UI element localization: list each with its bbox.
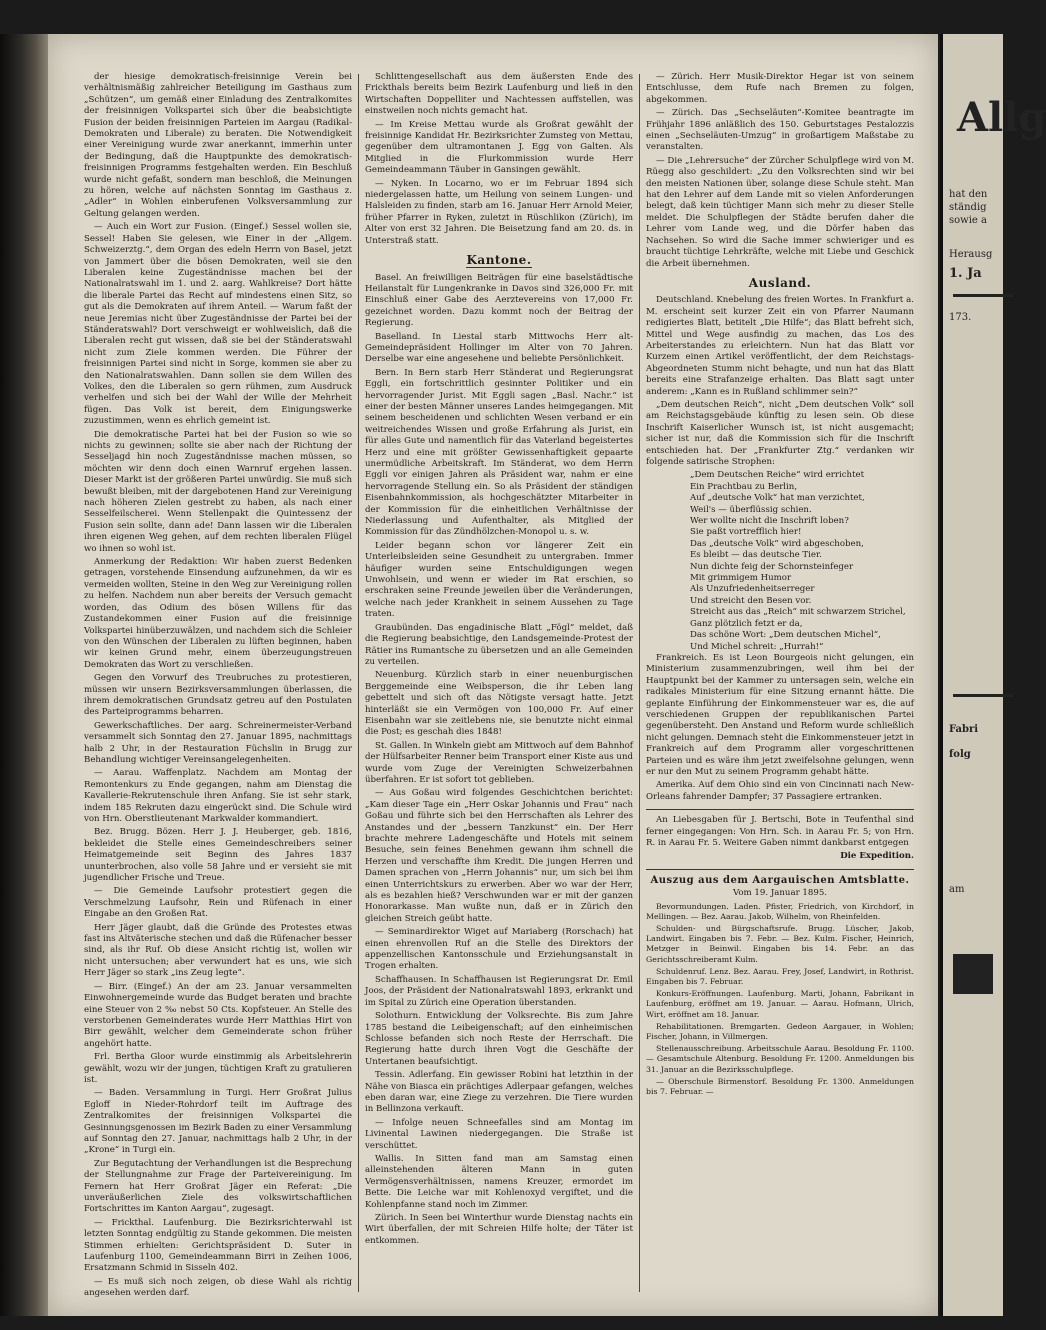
poem-line: Das schöne Wort: „Dem deutschen Michel“, [690, 630, 881, 641]
paragraph: Die demokratische Partei hat bei der Fusion so wie so nichts zu gewinnen; sollte sie aber nach der Richtung der Sesseljagd hin noch Zugeständnisse machen müssen, so möchten wir denn doch einen Warnruf ergehen lassen. Dieser Markt ist der größeren Partei unwürdig. Sie muß sich bewußt bleiben, mit der dargebotenen Hand zur Vereinigung nach höheren Zielen gestrebt zu haben, als nach einer Sesselfeilscherei. Wenn Stellenpakt die Quintessenz der Fusion sein sollte, dann ade! Dann lassen wir die Liberalen ihren eigenen Weg gehen, auf dem rechten liberalen Flügel wo ihnen so wohl ist. [84, 429, 352, 554]
divider [646, 809, 914, 810]
paragraph: Herr Jäger glaubt, daß die Gründe des Protestes etwas fast ins Altväterische stechen und daß die Rüfenacher besser sind, als ihr Ruf. Ob diese Ansicht richtig ist, wollen wir nicht untersuchen; aber verwundert hat es uns, wie sich Herr Jäger so stark „ins Zeug legte“. [84, 922, 352, 979]
paragraph: — Zürich. Herr Musik-Direktor Hegar ist von seinem Entschlusse, dem Rufe nach Bremen zu folgen, abgekommen. [646, 72, 914, 105]
paragraph: Zur Begutachtung der Verhandlungen ist die Besprechung der Stellungnahme zur Frage der Parteivereinigung. Im Fernern hat Herr Großrat Jäger ein Referat: „Die unveräußerlichen Ziele des volkswirtschaftlichen Fortschrittes im Kanton Aargau“, zugesagt. [84, 1158, 352, 1215]
column-middle [365, 72, 633, 1296]
text-fragment: Herausg [949, 249, 993, 260]
divider [953, 694, 1013, 697]
poem-line: Ein Prachtbau zu Berlin, [690, 481, 798, 492]
divider [646, 869, 914, 870]
text-fragment: folg [949, 749, 971, 760]
text-fragment: sowie a [949, 215, 987, 226]
paragraph: Frl. Bertha Gloor wurde einstimmig als Arbeitslehrerin gewählt, wozu wir der jungen, tüchtigen Kraft zu gratulieren ist. [84, 1052, 352, 1085]
poem-line: Das „deutsche Volk“ wird abgeschoben, [690, 538, 864, 549]
paragraph: — Zürich. Das „Sechseläuten“-Komitee beantragte im Frühjahr 1896 anläßlich des 150. Geburtstages Pestalozzis einen „Sechseläuten-Umzug“ in großartigem Maßstabe zu veranstalten. [646, 108, 914, 153]
paragraph: Deutschland. Knebelung des freien Wortes. In Frankfurt a. M. erscheint seit kurzer Zeit ein von Pfarrer Naumann redigiertes Blatt, betitelt „Die Hilfe“; das Blatt befreht sich, Mittel und Wege ausfindig zu machen, das Los des Arbeiterstandes zu erleichtern. Nun hat das Blatt vor Kurzem einen Artikel veröffentlicht, der dem Reichstags-Abgeordneten Stumm nicht behagte, und nun hat das Blatt bereits eine Strafanzeige erhalten. Das Blatt sagt unter anderem: „Kann es in Rußland schlimmer sein?“ [646, 295, 914, 397]
poem-line: Als Unzufriedenheitserreger [690, 584, 815, 595]
paragraph: St. Gallen. In Winkeln giebt am Mittwoch auf dem Bahnhof der Hülfsarbeiter Renner beim Transport einer Kiste aus und wurde vom Zuge der Vereinigten Schweizerbahnen überfahren. Er ist sofort tot geblieben. [365, 740, 633, 785]
paragraph: Schlittengesellschaft aus dem äußersten Ende des Frickthals bereits beim Bezirk Laufenburg und ließ in den Wirtschaften Doppelliter und Nachtessen auffstellen, was einstweilen noch nichts gemacht hat. [365, 72, 633, 117]
amtsblatt-entry: — Oberschule Birmenstorf. Besoldung Fr. 1300. Anmeldungen bis 7. Februar. — [646, 1076, 914, 1097]
donation-notice: An Liebesgaben für J. Bertschi, Bote in Teufenthal sind ferner eingegangen: Von Hrn. Sch. in Aarau Fr. 5; von Hrn. R. in Aarau Fr. 5. Weitere Gaben nimmt dankbarst entgegen [646, 815, 914, 848]
poem-line: Weil's — überflüssig schien. [690, 504, 812, 515]
paragraph: Neuenburg. Kürzlich starb in einer neuenburgischen Berggemeinde eine Weibsperson, die ihr Leben lang gebettelt und sich oft das Nötigste versagt hatte. Jetzt hinterläßt sie ein Vermögen von 100,000 Fr. Auf einer Eisenbahn war sie zeitlebens nie, sie benutzte nicht einmal die Post; es geschah dies 1848! [365, 670, 633, 738]
paragraph: — Im Kreise Mettau wurde als Großrat gewählt der freisinnige Kandidat Hr. Bezirksrichter Zumsteg von Mettau, gegenüber dem ultramontanen J. Egg von Galten. Als Mitglied in die Flurkommission wurde Herr Gemeindeammann Täuber in Gansingen gewählt. [365, 119, 633, 176]
amtsblatt-title: Auszug aus dem Aargauischen Amtsblatte. [650, 874, 910, 886]
amtsblatt-entry: Rehabilitationen. Bremgarten. Gedeon Aargauer, in Wohlen; Fischer, Johann, in Villmergen. [646, 1021, 914, 1042]
column-left [84, 72, 352, 1299]
editor-note: Anmerkung der Redaktion: Wir haben zuerst Bedenken getragen, vorstehende Einsendung aufzunehmen, da wir es vermeiden wollten, Steine in den Weg zur Vereinigung rollen zu helfen. Nachdem nun aber bereits der Versuch gemacht worden, das Odium des bösen Willens für das Zustandekommen einer Fusion auf die freisinnige Volkspartei hinüberzuwälzen, und nachdem sich die Schleier von den Wünschen der Liberalen zu lüften beginnen, haben wir keinen Grund mehr, einem überzeugungstreuen Demokraten das Wort zu verschließen. [84, 557, 352, 670]
book-binding [0, 34, 48, 1316]
paragraph: — Die Gemeinde Laufsohr protestiert gegen die Verschmelzung Laufsohr, Rein und Rüfenach in einer Eingabe an den Großen Rat. [84, 886, 352, 920]
column-rule [639, 74, 640, 1292]
text-fragment: am [949, 884, 965, 895]
paragraph: — Auch ein Wort zur Fusion. (Eingef.) Sessel wollen sie, Sessel! Haben Sie gelesen, wie Einer in der „Allgem. Schweizerztg.“, dem Organ des edeln Herrn von Basel, jetzt von Jammert über die bösen Demokraten, weil sie den Liberalen keine Zugeständnisse machen bei der Nationalratswahl im 1. und 2. aarg. Wahlkreise? Dort hätte die liberale Partei das Recht auf mindestens einen Sitz, so gut als die Demokraten auf ihrem Anteil. — Warum faßt der neue Jeremias nicht über Zugeständnisse der Partei bei der Ständeratswahl? Dort verschweigt er wohlweislich, daß die Liberalen recht gut wissen, daß sie bei der Ständeratswahl nicht zum Ziele kommen werden. Die Führer der freisinnigen Partei sind nicht in Sorge, kommen sie aber zu den Nationalratswahlen. Dann sollen sie dem Willen des Volkes, den die Liberalen so gern rühmen, zum Ausdruck verhelfen und sich bei der Wahl der Wille der Mehrheit fügen. Das Volk ist bereit, dem Einigungswerke zuzustimmen, wenn es ehrlich gemeint ist. [84, 222, 352, 427]
paragraph: Bern. In Bern starb Herr Ständerat und Regierungsrat Eggli, ein fortschrittlich gesinnter Politiker und ein hervorragender Jurist. Mit Eggli sagen „Basl. Nachr.“ ist einer der besten Männer unseres Landes heimgegangen. Mit seinem bescheidenen und schlichten Wesen verband er ein weitreichendes Wissen und große Erfahrung als Jurist, ein für alles Gute und namentlich für das Vaterland begeistertes Herz und eine mit größter Gewissenhaftigkeit gepaarte unermüdliche Arbeitskraft. Im Ständerat, wo dem Herrn Eggli vor einigen Jahren als Präsident war, nahm er eine hervorragende Stellung ein. So als Präsident der ständigen Eisenbahnkommission, als hochgeschätzter Mitarbeiter in der Kommission für die einheitlichen Verhältnisse der Niederlassung und Aufenthalter, als Mitglied der Kommission für das Zündhölzchen-Monopol u. s. w. [365, 367, 633, 538]
poem [646, 470, 914, 653]
poem-line: Wer wollte nicht die Inschrift loben? [690, 516, 849, 527]
poem-line: Und Michel schreit: „Hurrah!“ [690, 641, 824, 652]
paragraph: — Die „Lehrersuche“ der Zürcher Schulpflege wird von M. Rüegg also geschildert: „Zu den Volksrechten sind wir bei den meisten Nationen über, solange diese Schule steht. Man hat den Lehrer auf dem Lande mit so vielen Anforderungen belegt, daß kein tüchtiger Mann sich mehr zu dieser Stelle meldet. Die Schulpflegen der Städte berufen daher die Lehrer vom Lande weg, und die Dörfer haben das Nachsehen. So wird die Sache immer schwieriger und es braucht tüchtige Lehrkräfte, welche mit Liebe und Geschick die Arbeit übernehmen. [646, 155, 914, 269]
poem-line: Sie paßt vortrefflich hier! [690, 527, 802, 538]
poem-line: Es bleibt — das deutsche Tier. [690, 550, 822, 561]
amtsblatt-date: Vom 19. Januar 1895. [732, 888, 828, 899]
paragraph: Bez. Brugg. Bözen. Herr J. J. Heuberger, geb. 1816, bekleidet die Stelle eines Gemeindeschreibers seiner Heimatgemeinde seit Beginn des Jahres 1837 ununterbrochen, also volle 58 Jahre und er versieht sie mit jugendlicher Frische und Treue. [84, 827, 352, 884]
paragraph: — Es muß sich noch zeigen, ob diese Wahl als richtig angesehen werden darf. [84, 1276, 352, 1299]
adjacent-page-fragment [940, 34, 1046, 1316]
divider [953, 294, 1013, 297]
paragraph: Tessin. Adlerfang. Ein gewisser Robini hat letzthin in der Nähe von Biasca ein prächtiges Adlerpaar gefangen, welches eben daran war, eine Ziege zu verzehren. Die Tiere wurden in Bellinzona verkauft. [365, 1070, 633, 1115]
paragraph: der hiesige demokratisch-freisinnige Verein bei verhältnismäßig zahlreicher Beteiligung im Gasthaus zum „Schützen“, um gemäß einer Einladung des Zentralkomites der freisinnigen Volkspartei sich über die beabsichtigte Fusion der beiden freisinnigen Parteien im Aargau (Radikal-Demokraten und Liberale) zu beraten. Die Notwendigkeit einer Vereinigung wurde zwar anerkannt, immerhin unter der Bedingung, daß die Hauptpunkte des demokratisch-freisinnigen Programms festgehalten werden. Ein Beschluß wurde nicht gefaßt, sondern man beschloß, die Meinungen zu hören, welche auf nächsten Sonntag im Gasthaus z. „Adler“ in Wohlen einberufenen Volksversammlung zur Geltung gelangen werden. [84, 72, 352, 219]
poem-line: Nun dichte feig der Schornsteinfeger [690, 561, 854, 572]
poem-line: Streicht aus das „Reich“ mit schwarzem Strichel, [690, 607, 906, 618]
advertisement-block [953, 954, 993, 994]
newspaper-page [48, 34, 938, 1316]
text-fragment: ständig [949, 202, 987, 213]
paragraph: — Aus Goßau wird folgendes Geschichtchen berichtet: „Kam dieser Tage ein „Herr Oskar Johannis und Frau“ nach Goßau und führte sich bei den Herrschaften als Lehrer des Anstandes und der „bessern Tanzkunst“ ein. Der Herr brachte mehrere Ladengeschäfte und Hotels mit seinem Besuche, sein feines Benehmen gewann ihm schnell die Herzen und verschaffte ihm Kredit. Die jungen Herren und Damen sprachen von „Herrn Johannis“ nur, um sich bei ihm einen Unterrichtskurs zu erwerben. Aber wo war der Herr, als es bezahlen hieß? Verschwunden war er mit der ganzen Honorarkasse. Man wußte nun, daß er in Zürich den gleichen Streich geübt hatte. [365, 788, 633, 924]
amtsblatt-entry: Schulden- und Bürgschaftsrufe. Brugg. Lüscher, Jakob, Landwirt. Eingaben bis 7. Febr. — Bez. Kulm. Fischer, Heinrich, Metzger in Beinwil. Eingaben bis 14. Febr. an das Gerichtsschreiberamt Kulm. [646, 924, 914, 964]
amtsblatt-entry: Stellenausschreibung. Arbeitsschule Aarau. Besoldung Fr. 1100. — Gesamtschule Altenburg. Besoldung Fr. 1200. Anmeldungen bis 31. Januar an die Bezirksschulpflege. [646, 1044, 914, 1074]
poem-line: Und streicht den Besen vor. [690, 595, 812, 606]
section-heading-ausland: Ausland. [748, 275, 812, 290]
paragraph: Gegen den Vorwurf des Treubruches zu protestieren, müssen wir unsern Bezirksversammlungen überlassen, die ihrem demokratischen Grundsatz getreu auf den Postulaten des Parteiprogramms beharren. [84, 673, 352, 718]
paragraph: Graubünden. Das engadinische Blatt „Fögl“ meldet, daß die Regierung beabsichtige, den Landsgemeinde-Protest der Rätier ins Rumantsche zu übersetzen und an alle Gemeinden zu verteilen. [365, 622, 633, 667]
paragraph: — Nyken. In Locarno, wo er im Februar 1894 sich niedergelassen hatte, um Heilung von seinem Lungen- und Halsleiden zu finden, starb am 16. Januar Herr Arnold Meier, früher Pfarrer in Ryken, zuletzt in Rüschlikon (Zürich), im Alter von erst 32 Jahren. Die Beisetzung fand am 20. ds. in Unterstraß statt. [365, 178, 633, 246]
paragraph: „Dem deutschen Reich“, nicht „Dem deutschen Volk“ soll am Reichstagsgebäude künftig zu lesen sein. Ob diese Inschrift Kaiserlicher Wunsch ist, ist nicht ausgemacht; sicher ist nur, daß die Kommission sich für die Inschrift entschieden hat. Der „Frankfurter Ztg.“ verdanken wir folgende satirische Strophen: [646, 399, 914, 467]
paragraph: Baselland. In Liestal starb Mittwochs Herr alt-Gemeindepräsident Hollinger im Alter von 70 Jahren. Derselbe war eine angesehene und beliebte Persönlichkeit. [365, 331, 633, 365]
amtsblatt-entry: Konkurs-Eröffnungen. Laufenburg. Marti, Johann, Fabrikant in Laufenburg, eröffnet am 19. Januar. — Aarau. Hofmann, Ulrich, Wirt, eröffnet am 18. Januar. [646, 989, 914, 1019]
poem-line: Mit grimmigem Humor [690, 573, 792, 584]
signature-expedition: Die Expedition. [840, 851, 914, 862]
paragraph: Zürich. In Seen bei Winterthur wurde Dienstag nachts ein Wirt überfallen, der mit Schreien Hilfe holte; der Täter ist entkommen. [365, 1213, 633, 1246]
section-heading-kantone: Kantone. [466, 253, 532, 268]
paragraph: Schaffhausen. In Schaffhausen ist Regierungsrat Dr. Emil Joos, der Präsident der Nationalratswahl 1893, erkrankt und im Spital zu Zürich eine Operation überstanden. [365, 974, 633, 1008]
column-rule [358, 74, 359, 1292]
paragraph: — Seminardirektor Wiget auf Mariaberg (Rorschach) hat einen ehrenvollen Ruf an die Stelle des Direktors der appenzellischen Kantonsschule und Erziehungsanstalt in Trogen erhalten. [365, 927, 633, 972]
paragraph: Leider begann schon vor längerer Zeit ein Unterleibsleiden seine Gesundheit zu untergraben. Immer häufiger wurden seine Entschuldigungen wegen Unwohlsein, und wenn er wieder im Rat erschien, so erschraken seine Freunde jeweilen über die Veränderungen, welche nach jeder Krankheit in seinem Aussehen zu Tage traten. [365, 540, 633, 620]
poem-line: „Dem Deutschen Reiche“ wird errichtet [690, 470, 865, 481]
paragraph: — Infolge neuen Schneefalles sind am Montag im Livinental Lawinen niedergegangen. Die Straße ist verschüttet. [365, 1117, 633, 1151]
text-fragment: Fabri [949, 724, 979, 735]
paragraph: Amerika. Auf dem Ohio sind ein von Cincinnati nach New-Orleans fahrender Dampfer; 37 Passagiere ertranken. [646, 780, 914, 802]
paragraph: — Baden. Versammlung in Turgi. Herr Großrat Julius Egloff in Nieder-Rohrdorf teilt im Auftrage des Zentralkomites der freisinnigen Volkspartei die Gesinnungsgenossen im Bezirk Baden zu einer Versammlung auf Sonntag den 27. Januar, nachmittags halb 2 Uhr, in der „Krone“ in Turgi ein. [84, 1088, 352, 1156]
paragraph: Wallis. In Sitten fand man am Samstag einen alleinstehenden älteren Mann in guten Vermögensverhältnissen, namens Kreuzer, ermordet im Bette. Die Leiche war mit Kohlenoxyd vergiftet, und die Kohlenpfanne stand noch im Zimmer. [365, 1153, 633, 1210]
paragraph: — Frickthal. Laufenburg. Die Bezirksrichterwahl ist letzten Sonntag endgültig zu Stande gekommen. Die meisten Stimmen erhielten: Gerichtspräsident D. Suter in Laufenburg 1100, Gemeindeammann Birri in Zeihen 1006, Ersatzmann Schmid in Sisseln 402. [84, 1217, 352, 1274]
masthead-fragment: Allg [957, 94, 1046, 141]
paragraph: Solothurn. Entwicklung der Volksrechte. Bis zum Jahre 1785 bestand die Leibeigenschaft; auf den einheimischen Schlosse befanden sich noch Reste der Herrschaft. Die Regierung hatte durch ihren Vogt die Geschäfte der Untertanen beaufsichtigt. [365, 1011, 633, 1067]
paragraph: — Birr. (Eingef.) An der am 23. Januar versammelten Einwohnergemeinde wurde das Budget beraten und brachte eine Steuer von 2 ‰ nebst 50 Cts. Kopfsteuer. An Stelle des verstorbenen Gemeinderates wurde Herr Matthias Hirt von Birr gewählt, welcher dem Gemeinderate schon früher angehört hatte. [84, 981, 352, 1049]
text-fragment: hat den [949, 189, 988, 200]
poem-line: Auf „deutsche Volk“ hat man verzichtet, [690, 493, 865, 504]
paragraph: Gewerkschaftliches. Der aarg. Schreinermeister-Verband versammelt sich Sonntag den 27. Januar 1895, nachmittags halb 2 Uhr, in der Restauration Füchslin in Brugg zur Behandlung wichtiger Vereinsangelegenheiten. [84, 720, 352, 765]
amtsblatt-entry: Bevormundungen. Laden. Pfister, Friedrich, von Kirchdorf, in Mellingen. — Bez. Aarau. Jakob, Wilhelm, von Rheinfelden. [646, 901, 914, 921]
paragraph: Basel. An freiwilligen Beiträgen für eine baselstädtische Heilanstalt für Lungenkranke in Davos sind 326,000 Fr. mit Einschluß einer Gabe des Aerztevereins von 17,000 Fr. gezeichnet worden. Dazu kommt noch der Beitrag der Regierung. [365, 272, 633, 329]
column-right [646, 72, 914, 1296]
poem-line: Ganz plötzlich fetzt er da, [690, 618, 803, 629]
paragraph: — Aarau. Waffenplatz. Nachdem am Montag der Remontenkurs zu Ende gegangen, nahm am Dienstag die Kavallerie-Rekrutenschule ihren Anfang. Sie ist sehr stark, indem 185 Rekruten dazu eingerückt sind. Die Schule wird von Hrn. Oberstlieutenant Markwalder kommandiert. [84, 768, 352, 824]
amtsblatt-entry: Schuldenruf. Lenz. Bez. Aarau. Frey, Josef, Landwirt, in Rothrist. Eingaben bis 7. Februar. [646, 966, 914, 987]
paragraph: Frankreich. Es ist Leon Bourgeois nicht gelungen, ein Ministerium zusammenzubringen, weil ihm bei der Hauptpunkt bei der Kammer zu untersagen sein, welche ein radikales Ministerium für eine Sitzung ernannt hätte. Die geplante Einführung der Einkommensteuer war es, die auf verschiedenen Gruppen der republikanischen Partei gegenübersteht. Den Anstand und Reform wurde schließlich nicht gelungen. Demnach steht die Einkommensteuer jetzt in Frankreich auf dem Programm aller vorgeschrittenen Parteien und es wäre ihm jetzt zweifelsohne gelungen, wenn er nur den Mut zu seinem Programm gehabt hätte. [646, 652, 914, 777]
text-fragment: 173. [949, 312, 972, 323]
text-fragment: 1. Ja [949, 266, 982, 281]
